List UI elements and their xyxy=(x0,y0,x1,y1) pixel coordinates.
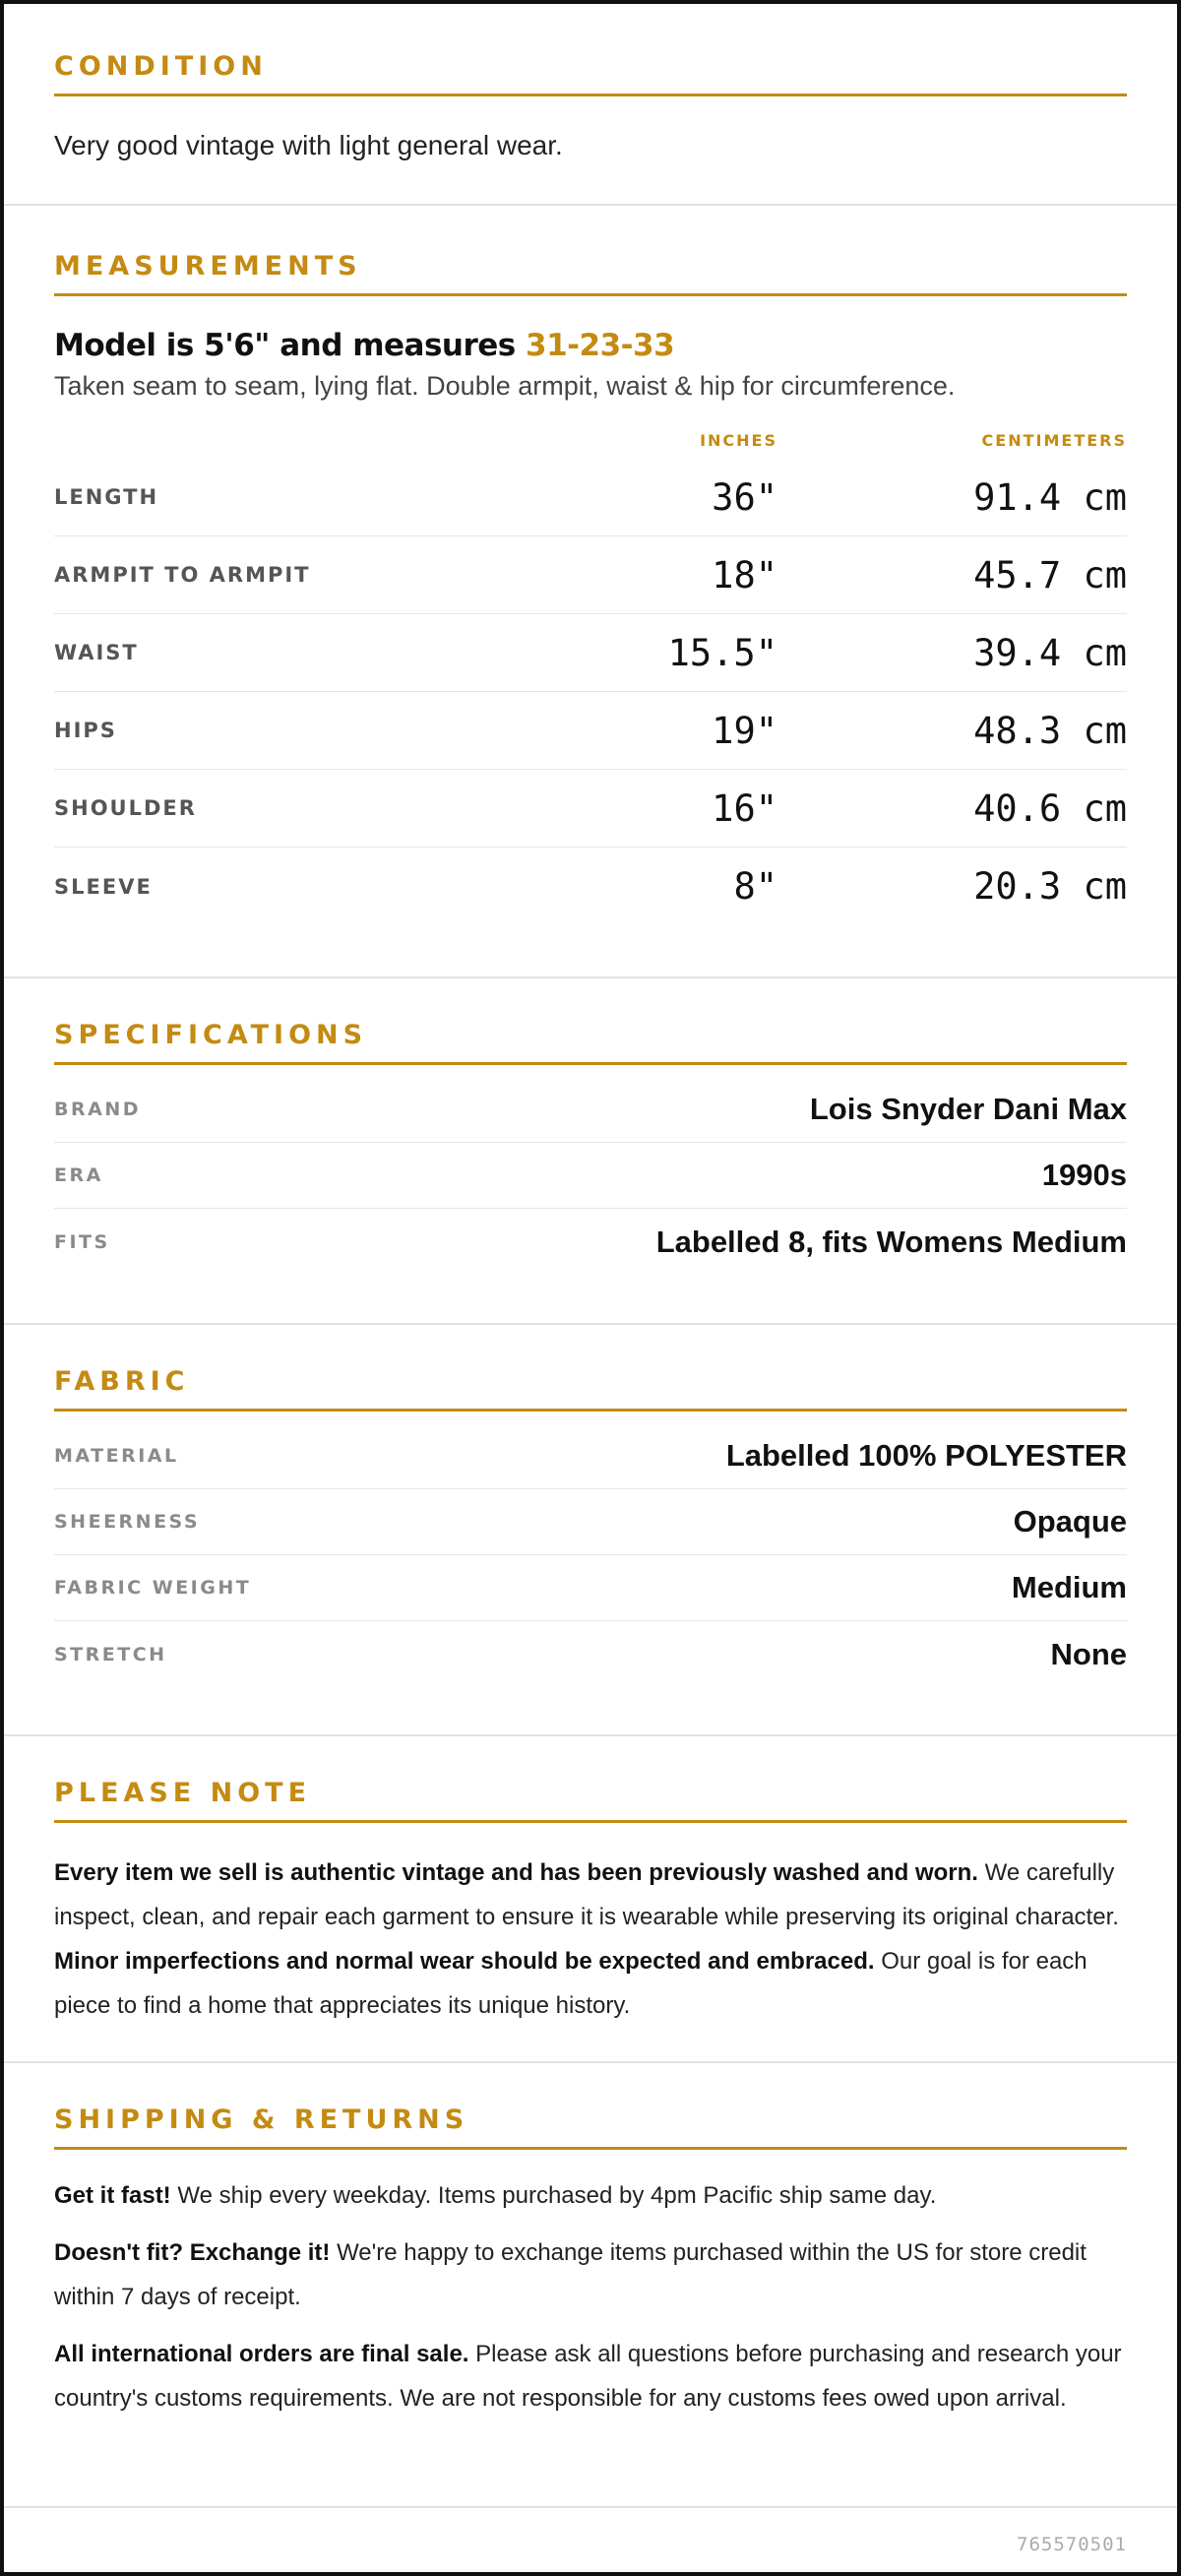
measurement-inches: 16" xyxy=(712,786,777,830)
measurement-table-header xyxy=(54,431,1127,459)
shipping-paragraph-fast xyxy=(54,2173,1127,2218)
shipping-text: We're happy to exchange items purchased within the US for store credit within 7 days of receipt. xyxy=(54,2239,1087,2310)
note-text-2: Our goal is for each piece to find a home that appreciates its unique history. xyxy=(54,1948,1088,2019)
measurement-label: HIPS xyxy=(54,719,117,742)
fabric-label: SHEERNESS xyxy=(54,1511,201,1533)
please-note-title: PLEASE NOTE xyxy=(54,1778,1127,1823)
fabric-value: Opaque xyxy=(1013,1504,1127,1539)
measurement-row-sleeve xyxy=(54,848,1127,925)
spec-label: FITS xyxy=(54,1230,110,1253)
spec-row-brand xyxy=(54,1077,1127,1143)
model-measures: 31-23-33 xyxy=(526,328,675,363)
shipping-text: Please ask all questions before purchasing and research your country's customs requirements. We are not responsible for any customs fees owed upon arrival. xyxy=(54,2341,1122,2412)
measurement-cm: 91.4 cm xyxy=(973,475,1127,519)
shipping-paragraph-exchange xyxy=(54,2230,1127,2319)
measurement-cm: 45.7 cm xyxy=(973,553,1127,597)
measurement-row-length xyxy=(54,459,1127,536)
shipping-title: SHIPPING & RETURNS xyxy=(54,2105,1127,2150)
fabric-row-material xyxy=(54,1423,1127,1489)
measurements-section xyxy=(4,206,1177,978)
spec-value: 1990s xyxy=(1041,1158,1127,1192)
condition-text: Very good vintage with light general wear. xyxy=(54,130,563,160)
fabric-section xyxy=(4,1325,1177,1736)
measurement-cm: 39.4 cm xyxy=(973,631,1127,674)
fabric-value: Medium xyxy=(1011,1570,1127,1604)
measurement-label: SHOULDER xyxy=(54,796,197,820)
note-bold-2: Minor imperfections and normal wear should be expected and embraced. xyxy=(54,1948,875,1975)
fabric-value: Labelled 100% POLYESTER xyxy=(725,1438,1127,1473)
spec-value: Lois Snyder Dani Max xyxy=(809,1092,1127,1126)
column-inches: INCHES xyxy=(700,431,777,450)
fabric-label: STRETCH xyxy=(54,1643,167,1665)
model-prefix: Model is 5'6" and measures xyxy=(54,328,527,363)
measurement-label: SLEEVE xyxy=(54,874,153,899)
measurement-label: WAIST xyxy=(54,641,139,664)
specifications-title: SPECIFICATIONS xyxy=(54,1020,1127,1065)
please-note-text xyxy=(54,1851,1127,2028)
note-text-1: We carefully inspect, clean, and repair each garment to ensure it is wearable while preserving its original character. xyxy=(54,1859,1119,1930)
note-bold-1: Every item we sell is authentic vintage and has been previously washed and worn. xyxy=(54,1859,978,1886)
fabric-row-stretch xyxy=(54,1621,1127,1687)
please-note-section xyxy=(4,1736,1177,2063)
measurement-inches: 18" xyxy=(712,553,777,597)
measurement-table xyxy=(54,459,1127,925)
measurement-label: LENGTH xyxy=(54,485,159,509)
fabric-row-weight xyxy=(54,1555,1127,1621)
fabric-label: FABRIC WEIGHT xyxy=(54,1577,252,1599)
shipping-text: We ship every weekday. Items purchased by 4pm Pacific ship same day. xyxy=(170,2182,937,2209)
measurement-inches: 15.5" xyxy=(667,631,777,674)
specifications-section xyxy=(4,978,1177,1325)
fabric-title: FABRIC xyxy=(54,1366,1127,1412)
product-id: 765570501 xyxy=(1017,2534,1127,2555)
spec-row-era xyxy=(54,1143,1127,1209)
measurement-inches: 19" xyxy=(712,709,777,752)
shipping-section xyxy=(4,2063,1177,2508)
measurement-cm: 40.6 cm xyxy=(973,786,1127,830)
footer xyxy=(4,2508,1177,2576)
measurement-note: Taken seam to seam, lying flat. Double armpit, waist & hip for circumference. xyxy=(54,371,956,401)
shipping-bold: All international orders are final sale. xyxy=(54,2341,469,2367)
shipping-bold: Get it fast! xyxy=(54,2182,171,2209)
measurement-row-waist xyxy=(54,614,1127,692)
specifications-list xyxy=(54,1077,1127,1275)
condition-title: CONDITION xyxy=(54,51,1127,96)
shipping-bold: Doesn't fit? Exchange it! xyxy=(54,2239,331,2266)
column-centimeters: CENTIMETERS xyxy=(981,431,1127,450)
condition-section xyxy=(4,4,1177,206)
fabric-value: None xyxy=(1050,1636,1127,1671)
fabric-list xyxy=(54,1423,1127,1687)
measurements-title: MEASUREMENTS xyxy=(54,251,1127,296)
measurement-row-hips xyxy=(54,692,1127,770)
model-info xyxy=(54,328,1127,363)
measurement-row-armpit xyxy=(54,536,1127,614)
fabric-row-sheerness xyxy=(54,1489,1127,1555)
fabric-label: MATERIAL xyxy=(54,1445,179,1467)
measurement-label: ARMPIT TO ARMPIT xyxy=(54,563,311,587)
spec-label: ERA xyxy=(54,1164,103,1186)
spec-label: BRAND xyxy=(54,1099,141,1120)
measurement-row-shoulder xyxy=(54,770,1127,848)
measurement-inches: 8" xyxy=(733,865,777,908)
measurement-inches: 36" xyxy=(712,475,777,519)
spec-row-fits xyxy=(54,1209,1127,1275)
measurement-cm: 48.3 cm xyxy=(973,709,1127,752)
measurement-cm: 20.3 cm xyxy=(973,865,1127,908)
shipping-paragraph-international xyxy=(54,2332,1127,2420)
spec-value: Labelled 8, fits Womens Medium xyxy=(655,1224,1127,1259)
